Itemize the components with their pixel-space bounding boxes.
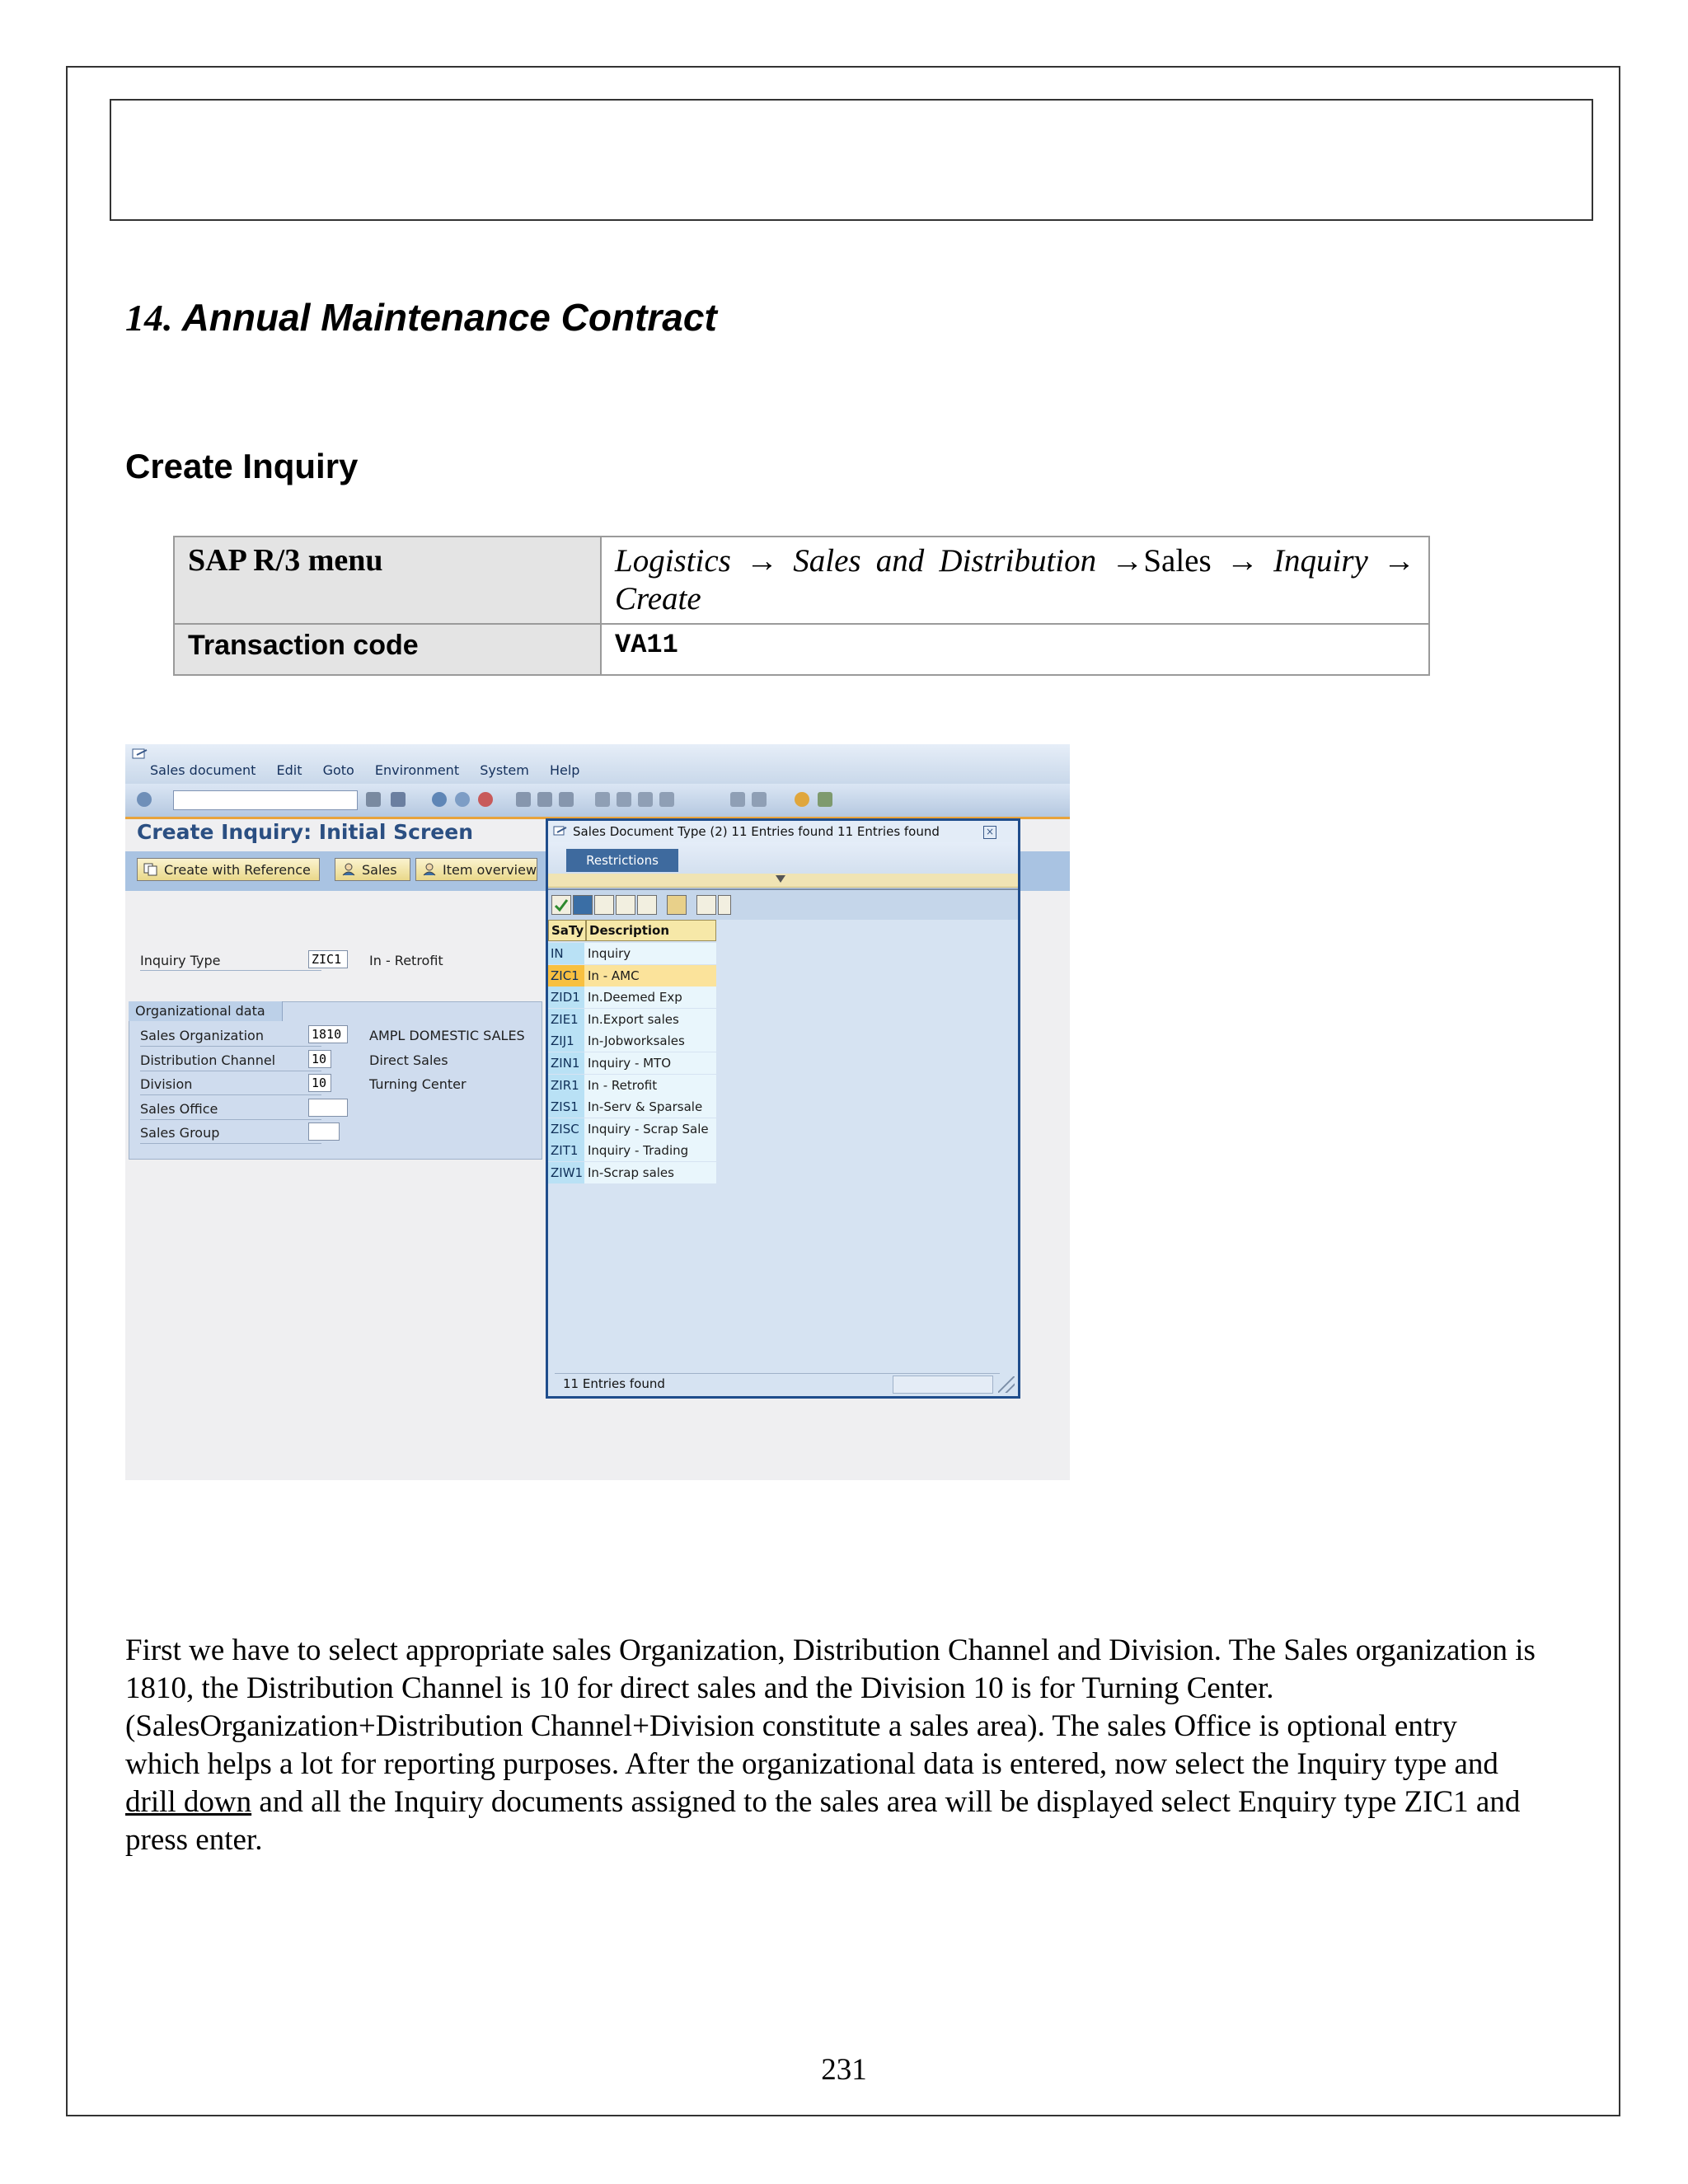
sales-label: Sales [362, 862, 397, 878]
sales-doc-type-code: ZIN1 [548, 1052, 584, 1074]
menu-help[interactable]: Help [549, 762, 580, 778]
division-underline [140, 1094, 321, 1095]
find-icon[interactable] [594, 895, 614, 915]
tcode-cell [601, 624, 1429, 675]
cancel-x-icon[interactable] [573, 895, 593, 915]
page-number: 231 [821, 2053, 867, 2087]
sales-org-desc: AMPL DOMESTIC SALES [369, 1028, 525, 1043]
tcode-label-cell [174, 624, 601, 675]
first-page-icon[interactable] [595, 792, 610, 807]
enter-icon[interactable] [137, 792, 152, 807]
menu-path-cell [601, 537, 1429, 624]
sales-office-label: Sales Office [140, 1101, 218, 1117]
sales-doc-type-code: ZIR1 [548, 1075, 584, 1096]
menu-edit[interactable]: Edit [276, 762, 302, 778]
entries-found-status: 11 Entries found [563, 1376, 665, 1391]
create-with-reference-label: Create with Reference [164, 862, 311, 878]
cancel-icon[interactable] [478, 792, 493, 807]
popup-title-text: Sales Document Type (2) 11 Entries found 11 Entries found [573, 824, 940, 839]
sales-doc-type-description: In.Deemed Exp [584, 987, 716, 1008]
screen-title: Create Inquiry: Initial Screen [137, 820, 473, 844]
organizational-data-tab: Organizational data [129, 1001, 283, 1021]
shortcut-icon[interactable] [752, 792, 767, 807]
section-title: Create Inquiry [125, 447, 359, 485]
division-input[interactable]: 10 [308, 1074, 331, 1092]
personal-list-icon[interactable] [667, 895, 687, 915]
menu-path-part-1: Logistics → Sales and Distribution → [615, 543, 1144, 579]
next-page-icon[interactable] [638, 792, 653, 807]
sales-doc-type-description: In - AMC [584, 965, 716, 987]
division-label: Division [140, 1076, 193, 1092]
division-desc: Turning Center [369, 1076, 467, 1092]
sap-standard-toolbar [125, 784, 1070, 819]
sales-doc-type-code: IN [548, 943, 584, 964]
layout-menu-icon[interactable] [818, 792, 832, 807]
sales-org-input[interactable]: 1810 [308, 1025, 348, 1043]
command-field[interactable] [173, 790, 358, 810]
find-next-icon[interactable] [616, 895, 635, 915]
sales-document-type-popup [546, 818, 1020, 1399]
sales-doc-type-description: In-Scrap sales [584, 1162, 716, 1183]
sales-doc-type-code: ZISC [548, 1118, 584, 1140]
system-menu-icon[interactable] [132, 748, 150, 761]
exit-icon[interactable] [455, 792, 470, 807]
sales-doc-type-code: ZIE1 [548, 1009, 584, 1030]
menu-path-part-3: → Inquiry → Create [615, 543, 1416, 616]
popup-tabbar [548, 842, 1018, 874]
sales-doc-type-description: In - Retrofit [584, 1075, 716, 1096]
sales-doc-type-description: Inquiry [584, 943, 716, 964]
menu-environment[interactable]: Environment [374, 762, 460, 778]
sap-menubar [125, 744, 1070, 785]
menu-label: SAP R/3 menu [188, 543, 383, 578]
print-icon[interactable] [696, 895, 716, 915]
inquiry-type-input[interactable]: ZIC1 [308, 950, 348, 968]
distribution-channel-desc: Direct Sales [369, 1052, 448, 1068]
menu-path-part-2: Sales [1143, 543, 1212, 579]
help-icon[interactable] [795, 792, 809, 807]
header-box [110, 99, 1593, 221]
column-header-saty[interactable]: SaTy [548, 920, 586, 941]
sales-doc-type-description: In-Jobworksales [584, 1030, 716, 1052]
sales-office-underline [140, 1119, 321, 1120]
settings-icon[interactable] [718, 895, 731, 915]
sales-doc-type-description: In-Serv & Sparsale [584, 1096, 716, 1118]
popup-icon [553, 825, 568, 838]
check-icon[interactable] [551, 895, 571, 915]
column-header-description[interactable]: Description [586, 920, 716, 941]
menu-path [615, 542, 1415, 618]
sap-screenshot [125, 744, 1070, 1480]
chapter-title-text: Annual Maintenance Contract [181, 296, 717, 339]
sales-group-underline [140, 1143, 321, 1144]
sales-doc-type-description: In.Export sales [584, 1009, 716, 1030]
chapter-number: 14. [125, 297, 173, 339]
item-overview-label: Item overview [443, 862, 537, 878]
save-icon[interactable] [391, 792, 406, 807]
menu-sales-document[interactable]: Sales document [150, 762, 256, 778]
sales-office-input[interactable] [308, 1099, 348, 1117]
person-list-icon [422, 863, 437, 876]
popup-restriction-strip [548, 874, 1018, 888]
sales-group-input[interactable] [308, 1122, 340, 1141]
sales-doc-type-description: Inquiry - MTO [584, 1052, 716, 1074]
sales-doc-type-code: ZIC1 [548, 965, 584, 987]
menu-label-cell [174, 537, 601, 624]
expand-chevron-icon[interactable] [776, 875, 785, 883]
sales-group-label: Sales Group [140, 1125, 220, 1141]
sap-menu-items [150, 762, 596, 778]
filter-icon[interactable] [637, 895, 657, 915]
inquiry-type-label: Inquiry Type [140, 953, 221, 968]
distribution-channel-input[interactable]: 10 [308, 1050, 331, 1068]
menu-path-table [173, 536, 1430, 676]
status-field [893, 1376, 993, 1394]
sales-doc-type-description: Inquiry - Trading [584, 1140, 716, 1161]
new-session-icon[interactable] [730, 792, 745, 807]
paragraph-text-2: and all the Inquiry documents assigned to the sales area will be displayed select Enquiry type ZIC1 and press enter. [125, 1785, 1521, 1857]
popup-status-bar [555, 1373, 1000, 1393]
sales-doc-type-description: Inquiry - Scrap Sale [584, 1118, 716, 1140]
back-arrow-icon[interactable] [366, 792, 381, 807]
last-page-icon[interactable] [659, 792, 674, 807]
sales-doc-type-code: ZIT1 [548, 1140, 584, 1161]
tcode-label: Transaction code [188, 630, 419, 661]
person-icon [341, 863, 356, 876]
item-overview-button[interactable] [415, 858, 537, 881]
copy-document-icon [143, 863, 158, 876]
hit-list [548, 920, 1018, 1348]
sales-org-label: Sales Organization [140, 1028, 264, 1043]
popup-toolbar [548, 888, 1018, 920]
sales-doc-type-code: ZID1 [548, 987, 584, 1008]
paragraph-text-1: First we have to select appropriate sales Organization, Distribution Channel and Division. The Sales organization is 1810, the Distribution Channel is 10 for direct sales and the Division 10 is for Turning Center. (SalesOrganization+Distribution Channel+Division constitute a sales area). The sales Office is optional entry which helps a lot for reporting purposes. After the organizational data is entered, now select the Inquiry type and [125, 1633, 1536, 1781]
print-icon[interactable] [516, 792, 531, 807]
menu-goto[interactable]: Goto [322, 762, 354, 778]
previous-page-icon[interactable] [617, 792, 631, 807]
popup-title [548, 821, 1018, 842]
inquiry-type-desc: In - Retrofit [369, 953, 443, 968]
inquiry-type-underline [140, 970, 321, 971]
sales-button[interactable] [335, 858, 410, 881]
tab-restrictions[interactable]: Restrictions [566, 849, 678, 872]
find-next-icon[interactable] [559, 792, 574, 807]
drill-down-link[interactable]: drill down [125, 1785, 252, 1819]
resize-handle-icon[interactable] [998, 1376, 1015, 1393]
menu-system[interactable]: System [480, 762, 529, 778]
back-icon[interactable] [432, 792, 447, 807]
sales-org-underline [140, 1046, 321, 1047]
chapter-title [125, 295, 717, 340]
find-icon[interactable] [537, 792, 552, 807]
body-paragraph [125, 1632, 1536, 1859]
distribution-channel-label: Distribution Channel [140, 1052, 276, 1068]
sales-doc-type-code: ZIS1 [548, 1096, 584, 1118]
popup-close-icon[interactable]: × [983, 826, 996, 839]
create-with-reference-button[interactable] [137, 858, 320, 881]
sales-doc-type-code: ZIJ1 [548, 1030, 584, 1052]
tcode-value: VA11 [615, 630, 678, 660]
sales-doc-type-code: ZIW1 [548, 1162, 584, 1183]
